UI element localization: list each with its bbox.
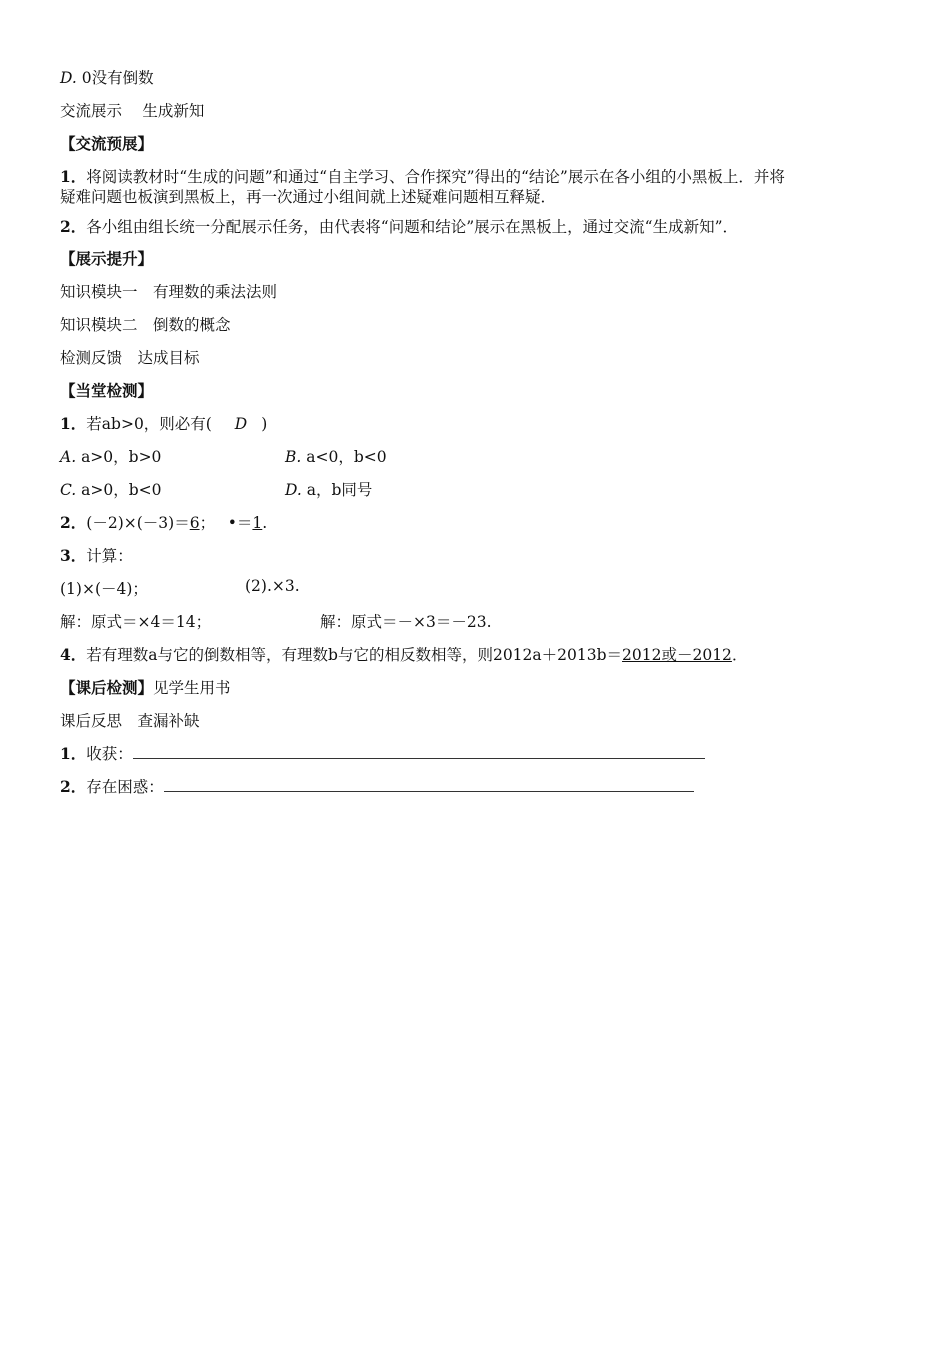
option-letter: A.	[60, 448, 77, 466]
question-text: 若ab>0，则必有(	[86, 415, 212, 433]
option-letter: C.	[60, 481, 77, 499]
question-number: 1．	[60, 414, 87, 433]
question-suffix: )	[261, 415, 268, 433]
after-class-header: 【课后检测】	[60, 678, 154, 697]
question-expression: (－2)×(－3)＝	[86, 514, 190, 532]
answer-blank[interactable]	[164, 777, 694, 792]
question-number: 2．	[60, 513, 87, 532]
module-2: 知识模块二 倒数的概念	[60, 316, 231, 334]
question-text: 若有理数a与它的倒数相等，有理数b与它的相反数相等，则2012a＋2013b＝	[86, 646, 623, 664]
reflect-item-1	[60, 742, 705, 764]
question-4	[60, 643, 747, 665]
question-3-part-2: (2).×3.	[245, 577, 300, 595]
question-number: 3．	[60, 546, 87, 565]
item-label: 收获：	[86, 745, 133, 763]
answer-1: 6	[189, 514, 200, 532]
question-1-option-d	[285, 478, 372, 500]
option-letter: D.	[60, 69, 77, 87]
answer-2: 1	[252, 514, 263, 532]
item-number: 1．	[60, 167, 87, 186]
title-part-1: 课后反思	[60, 712, 138, 730]
question-number: 4．	[60, 645, 87, 664]
item-1-line-1	[60, 165, 785, 187]
option-d-line	[60, 66, 154, 88]
question-3	[60, 544, 133, 566]
question-1-option-c	[60, 478, 162, 500]
question-answer: D	[234, 415, 248, 433]
separator: ； •＝	[199, 514, 253, 532]
question-2	[60, 511, 267, 533]
option-letter: D.	[285, 481, 302, 499]
reflect-item-2	[60, 775, 694, 797]
question-text: 计算：	[86, 547, 133, 565]
title-part-2: 查漏补缺	[137, 712, 200, 730]
section-title-exchange: 交流展示 生成新知	[60, 102, 205, 120]
question-answer: 2012或－2012	[622, 646, 732, 664]
option-text: a>0，b<0	[81, 481, 162, 499]
question-1-option-a	[60, 445, 161, 467]
after-class-check	[60, 676, 231, 698]
after-class-text: 见学生用书	[153, 679, 231, 697]
question-1	[60, 412, 267, 434]
section-title-reflect	[60, 709, 200, 731]
question-3-solution-2: 解：原式＝－×3＝－23.	[320, 613, 492, 631]
item-1-line-2: 疑难问题也板演到黑板上，再一次通过小组间就上述疑难问题相互释疑．	[60, 188, 557, 206]
option-text: 0没有倒数	[81, 69, 154, 87]
question-3-part-1: (1)×(－4)；	[60, 580, 148, 598]
question-end: .	[262, 514, 268, 532]
question-1-option-b	[285, 445, 387, 467]
option-text: a>0，b>0	[81, 448, 162, 466]
item-number: 1．	[60, 744, 87, 763]
item-2	[60, 215, 738, 237]
section-title-check: 检测反馈 达成目标	[60, 349, 200, 367]
module-1: 知识模块一 有理数的乘法法则	[60, 283, 278, 301]
promote-header: 【展示提升】	[60, 249, 154, 268]
item-text: 将阅读教材时“生成的问题”和通过“自主学习、合作探究”得出的“结论”展示在各小组的小黑板上．并将	[86, 168, 785, 186]
option-text: a<0，b<0	[306, 448, 387, 466]
answer-blank[interactable]	[133, 744, 705, 759]
question-end: ．	[731, 646, 748, 664]
question-3-solution-1: 解：原式＝×4＝14；	[60, 613, 212, 631]
item-number: 2．	[60, 777, 87, 796]
preview-header: 【交流预展】	[60, 134, 154, 153]
item-text: 各小组由组长统一分配展示任务，由代表将“问题和结论”展示在黑板上，通过交流“生成新知”．	[86, 218, 738, 236]
item-number: 2．	[60, 217, 87, 236]
option-letter: B.	[285, 448, 302, 466]
item-label: 存在困惑：	[86, 778, 164, 796]
option-text: a，b同号	[306, 481, 373, 499]
class-check-header: 【当堂检测】	[60, 381, 154, 400]
